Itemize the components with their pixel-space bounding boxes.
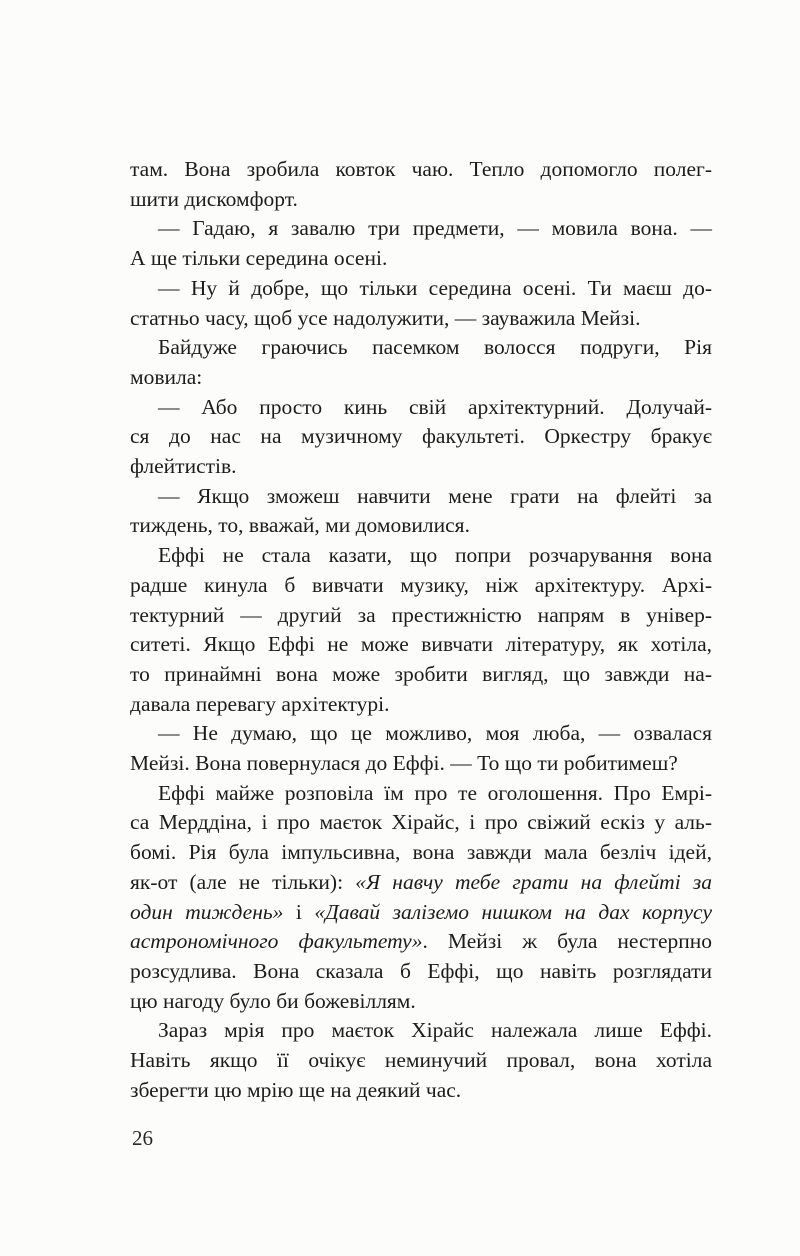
text-segment-italic: «Я навчу тебе грати на флейті за (355, 869, 712, 894)
page-number: 26 (132, 1126, 153, 1150)
text-line (130, 274, 712, 304)
text-segment: — Ну й добре, що тільки середина осені. Ти маєш до- (158, 275, 712, 300)
text-line (130, 927, 712, 957)
text-segment: А ще тільки середина осені. (130, 246, 388, 271)
text-segment: . Мейзі ж була нестерпно (422, 929, 712, 954)
text-line (130, 1016, 712, 1046)
text-line (130, 957, 712, 987)
text-segment: мовила: (130, 364, 203, 389)
text-segment: Еффі майже розповіла їм про те оголошення. Про Емрі- (158, 780, 712, 805)
text-segment: радше кинула б вивчати музику, ніж архітектуру. Архі- (130, 572, 712, 597)
text-line (130, 333, 712, 363)
text-segment: флейтистів. (130, 454, 237, 479)
text-segment-italic: «Давай заліземо нишком на дах корпусу (314, 899, 712, 924)
text-line (130, 185, 712, 215)
text-line (130, 511, 712, 541)
paragraph (130, 155, 712, 214)
text-segment-italic: один тиждень» (130, 899, 284, 924)
text-segment: са Мерддіна, і про маєток Хірайс, і про свіжий ескіз у аль- (130, 810, 712, 835)
paragraph (130, 1016, 712, 1105)
text-segment: тиждень, то, вважай, ми домовилися. (130, 513, 470, 538)
text-segment: бомі. Рія була імпульсивна, вона завжди мала безліч ідей, (130, 840, 712, 865)
text-line (130, 660, 712, 690)
text-line (130, 898, 712, 928)
paragraph (130, 482, 712, 541)
text-block (130, 155, 712, 1106)
text-line (130, 363, 712, 393)
text-segment: Еффі не стала казати, що попри розчарування вона (158, 543, 712, 568)
text-segment: ся до нас на музичному факультеті. Оркестру бракує (130, 424, 712, 449)
text-segment: Зараз мрія про маєток Хірайс належала лише Еффі. (158, 1018, 712, 1043)
text-segment: тектурний — другий за престижністю напрям в універ- (130, 602, 712, 627)
text-line (130, 422, 712, 452)
paragraph (130, 333, 712, 392)
text-segment: Мейзі. Вона повернулася до Еффі. — То що ти робитимеш? (130, 751, 678, 776)
text-line (130, 541, 712, 571)
text-segment: Навіть якщо її очікує неминучий провал, вона хотіла (130, 1048, 712, 1073)
text-line (130, 987, 712, 1017)
text-line (130, 1076, 712, 1106)
text-line (130, 779, 712, 809)
paragraph (130, 541, 712, 719)
text-line (130, 690, 712, 720)
text-line (130, 214, 712, 244)
text-line (130, 393, 712, 423)
text-segment: шити дискомфорт. (130, 186, 298, 211)
text-segment: і (283, 899, 315, 924)
text-segment: Байдуже граючись пасемком волосся подруги, Рія (158, 335, 712, 360)
text-line (130, 304, 712, 334)
text-line (130, 155, 712, 185)
text-segment: давала перевагу архітектурі. (130, 691, 390, 716)
text-segment: розсудлива. Вона сказала б Еффі, що навіть розглядати (130, 958, 712, 983)
paragraph (130, 393, 712, 482)
text-line (130, 244, 712, 274)
text-line (130, 482, 712, 512)
text-segment: статньо часу, щоб усе надолужити, — зауважила Мейзі. (130, 305, 641, 330)
text-line (130, 630, 712, 660)
text-segment: цю нагоду було би божевіллям. (130, 988, 416, 1013)
text-segment: зберегти цю мрію ще на деякий час. (130, 1077, 462, 1102)
text-line (130, 1046, 712, 1076)
text-segment: — Або просто кинь свій архітектурний. Долучай- (158, 394, 712, 419)
text-segment: — Не думаю, що це можливо, моя люба, — озвалася (158, 721, 712, 746)
text-segment: там. Вона зробила ковток чаю. Тепло допомогло полег- (130, 157, 712, 181)
text-segment: як-от (але не тільки): (130, 869, 356, 894)
paragraph (130, 214, 712, 273)
text-segment: — Гадаю, я завалю три предмети, — мовила вона. — (158, 216, 712, 241)
text-segment: то принаймні вона може зробити вигляд, що завжди на- (130, 661, 712, 686)
paragraph (130, 274, 712, 333)
text-segment: — Якщо зможеш навчити мене грати на флейті за (158, 483, 712, 508)
text-line (130, 838, 712, 868)
text-line (130, 868, 712, 898)
text-line (130, 452, 712, 482)
text-line (130, 808, 712, 838)
text-line (130, 571, 712, 601)
text-line (130, 719, 712, 749)
paragraph (130, 719, 712, 778)
text-segment-italic: астрономічного факультету» (130, 929, 423, 954)
text-line (130, 601, 712, 631)
paragraph (130, 779, 712, 1017)
text-segment: ситеті. Якщо Еффі не може вивчати літературу, як хотіла, (130, 632, 712, 657)
text-line (130, 749, 712, 779)
